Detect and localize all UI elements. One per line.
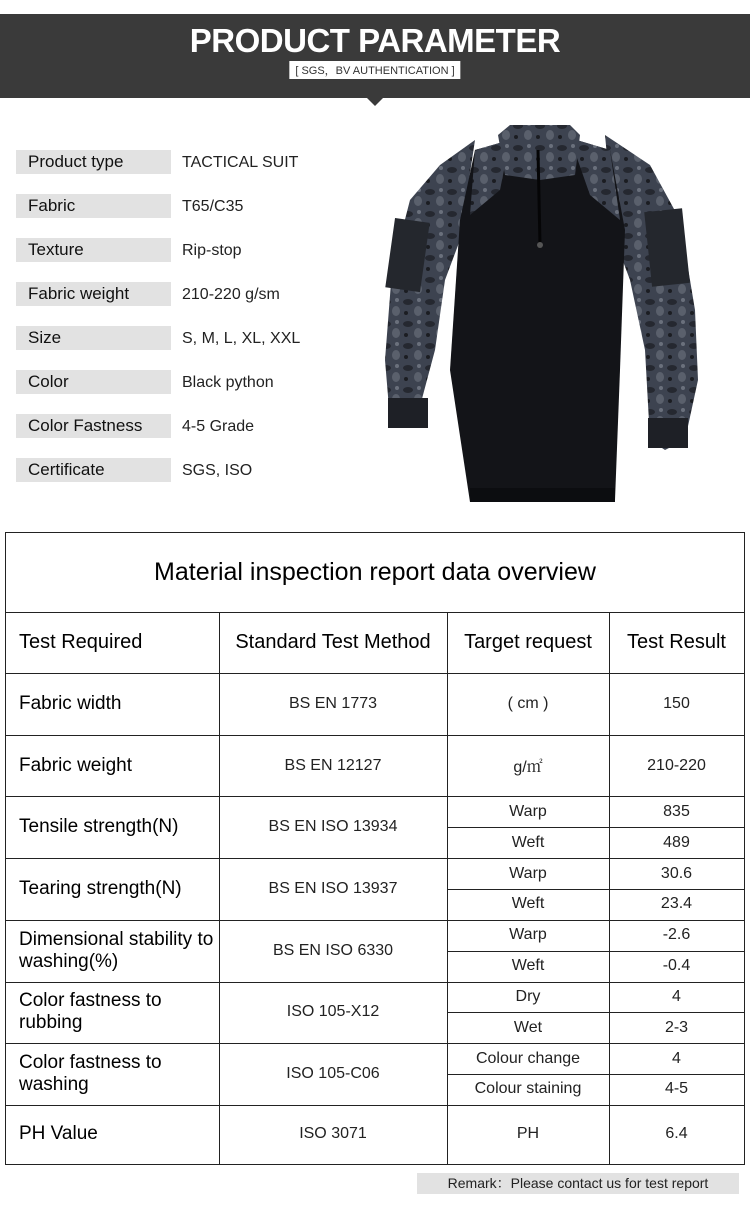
cell-test-method: BS EN ISO 6330 bbox=[272, 941, 394, 959]
cell-target-request: PH bbox=[516, 1125, 540, 1143]
cell-test-result: 4 bbox=[672, 987, 681, 1005]
page-subtitle: [ SGS，BV AUTHENTICATION ] bbox=[289, 61, 460, 79]
cell-test-result: 2-3 bbox=[664, 1018, 689, 1036]
row-divider bbox=[447, 889, 744, 890]
cell-test-required: Tearing strength(N) bbox=[19, 877, 182, 899]
param-value: 210-220 g/sm bbox=[182, 286, 280, 303]
cell-test-method: BS EN 12127 bbox=[284, 756, 382, 774]
param-label: Certificate bbox=[16, 458, 171, 482]
param-row bbox=[16, 326, 336, 350]
param-label: Size bbox=[16, 326, 171, 350]
cell-test-result: 489 bbox=[663, 833, 690, 851]
cell-test-method: BS EN ISO 13934 bbox=[268, 818, 398, 836]
cell-target-request: Weft bbox=[511, 957, 545, 975]
cell-test-result: 150 bbox=[663, 694, 690, 712]
param-value: TACTICAL SUIT bbox=[182, 154, 299, 171]
cell-target-request: Wet bbox=[513, 1018, 543, 1036]
param-row bbox=[16, 238, 336, 262]
cell-test-result: 835 bbox=[663, 802, 690, 820]
param-label: Color bbox=[16, 370, 171, 394]
cell-test-result: 30.6 bbox=[660, 864, 693, 882]
cell-test-required: Color fastness to washing bbox=[19, 1052, 162, 1096]
cell-test-required: PH Value bbox=[19, 1123, 98, 1145]
param-value: 4-5 Grade bbox=[182, 418, 255, 435]
param-row bbox=[16, 458, 336, 482]
banner-notch bbox=[367, 98, 383, 106]
report-title: Material inspection report data overview bbox=[154, 558, 596, 586]
header-test-result: Test Result bbox=[627, 631, 726, 653]
cell-test-required: Fabric weight bbox=[19, 754, 132, 776]
cell-target-request: Warp bbox=[509, 926, 547, 944]
inspection-report-table bbox=[5, 532, 745, 1165]
cell-test-method: ISO 3071 bbox=[299, 1125, 367, 1143]
column-divider bbox=[219, 612, 220, 1164]
column-divider bbox=[609, 612, 610, 1164]
cell-test-result: 6.4 bbox=[665, 1125, 688, 1143]
cell-test-required: Dimensional stability to washing(%) bbox=[19, 928, 214, 972]
cell-target-request: Colour change bbox=[475, 1049, 581, 1067]
param-row bbox=[16, 414, 336, 438]
row-divider bbox=[447, 951, 744, 952]
cell-target-request: Weft bbox=[511, 895, 545, 913]
cell-target-request: Dry bbox=[515, 987, 541, 1005]
cell-target-request: Weft bbox=[511, 833, 545, 851]
cell-target-request: Warp bbox=[509, 802, 547, 820]
param-value: SGS, ISO bbox=[182, 462, 253, 479]
param-value: Rip-stop bbox=[182, 242, 242, 259]
tactical-shirt-image bbox=[380, 120, 710, 510]
param-value: S, M, L, XL, XXL bbox=[182, 330, 301, 347]
cell-test-result: -2.6 bbox=[662, 926, 691, 944]
param-label: Fabric weight bbox=[16, 282, 171, 306]
param-value: T65/C35 bbox=[182, 198, 244, 215]
param-label: Product type bbox=[16, 150, 171, 174]
param-label: Fabric bbox=[16, 194, 171, 218]
remark-note: Remark：Please contact us for test report bbox=[417, 1173, 739, 1194]
param-label: Texture bbox=[16, 238, 171, 262]
cell-test-required: Fabric width bbox=[19, 692, 122, 714]
column-divider bbox=[447, 612, 448, 1164]
cell-target-request: Colour staining bbox=[474, 1080, 582, 1098]
param-row bbox=[16, 194, 336, 218]
cell-test-required: Tensile strength(N) bbox=[19, 816, 179, 838]
cell-test-result: 210-220 bbox=[647, 756, 706, 774]
cell-test-method: ISO 105-C06 bbox=[286, 1065, 380, 1083]
cell-target-request: g/㎡ bbox=[513, 759, 543, 777]
cell-test-method: ISO 105-X12 bbox=[286, 1003, 380, 1021]
header-banner bbox=[0, 14, 750, 98]
param-label: Color Fastness bbox=[16, 414, 171, 438]
row-divider bbox=[447, 827, 744, 828]
param-row bbox=[16, 282, 336, 306]
param-value: Black python bbox=[182, 374, 274, 391]
cell-target-request: ( cm ) bbox=[507, 694, 549, 712]
cell-test-result: 23.4 bbox=[660, 895, 693, 913]
page-title: PRODUCT PARAMETER bbox=[189, 22, 561, 59]
cell-test-result: -0.4 bbox=[662, 957, 691, 975]
header-standard-test-method: Standard Test Method bbox=[235, 631, 431, 653]
header-target-request: Target request bbox=[464, 631, 592, 653]
cell-test-required: Color fastness to rubbing bbox=[19, 990, 162, 1034]
header-test-required: Test Required bbox=[19, 631, 143, 653]
cell-test-method: BS EN ISO 13937 bbox=[268, 879, 398, 897]
cell-test-method: BS EN 1773 bbox=[288, 694, 378, 712]
row-divider bbox=[447, 1074, 744, 1075]
cell-test-result: 4 bbox=[672, 1049, 681, 1067]
param-row bbox=[16, 370, 336, 394]
cell-test-result: 4-5 bbox=[664, 1080, 689, 1098]
param-row bbox=[16, 150, 336, 174]
row-divider bbox=[447, 1012, 744, 1013]
cell-target-request: Warp bbox=[509, 864, 547, 882]
